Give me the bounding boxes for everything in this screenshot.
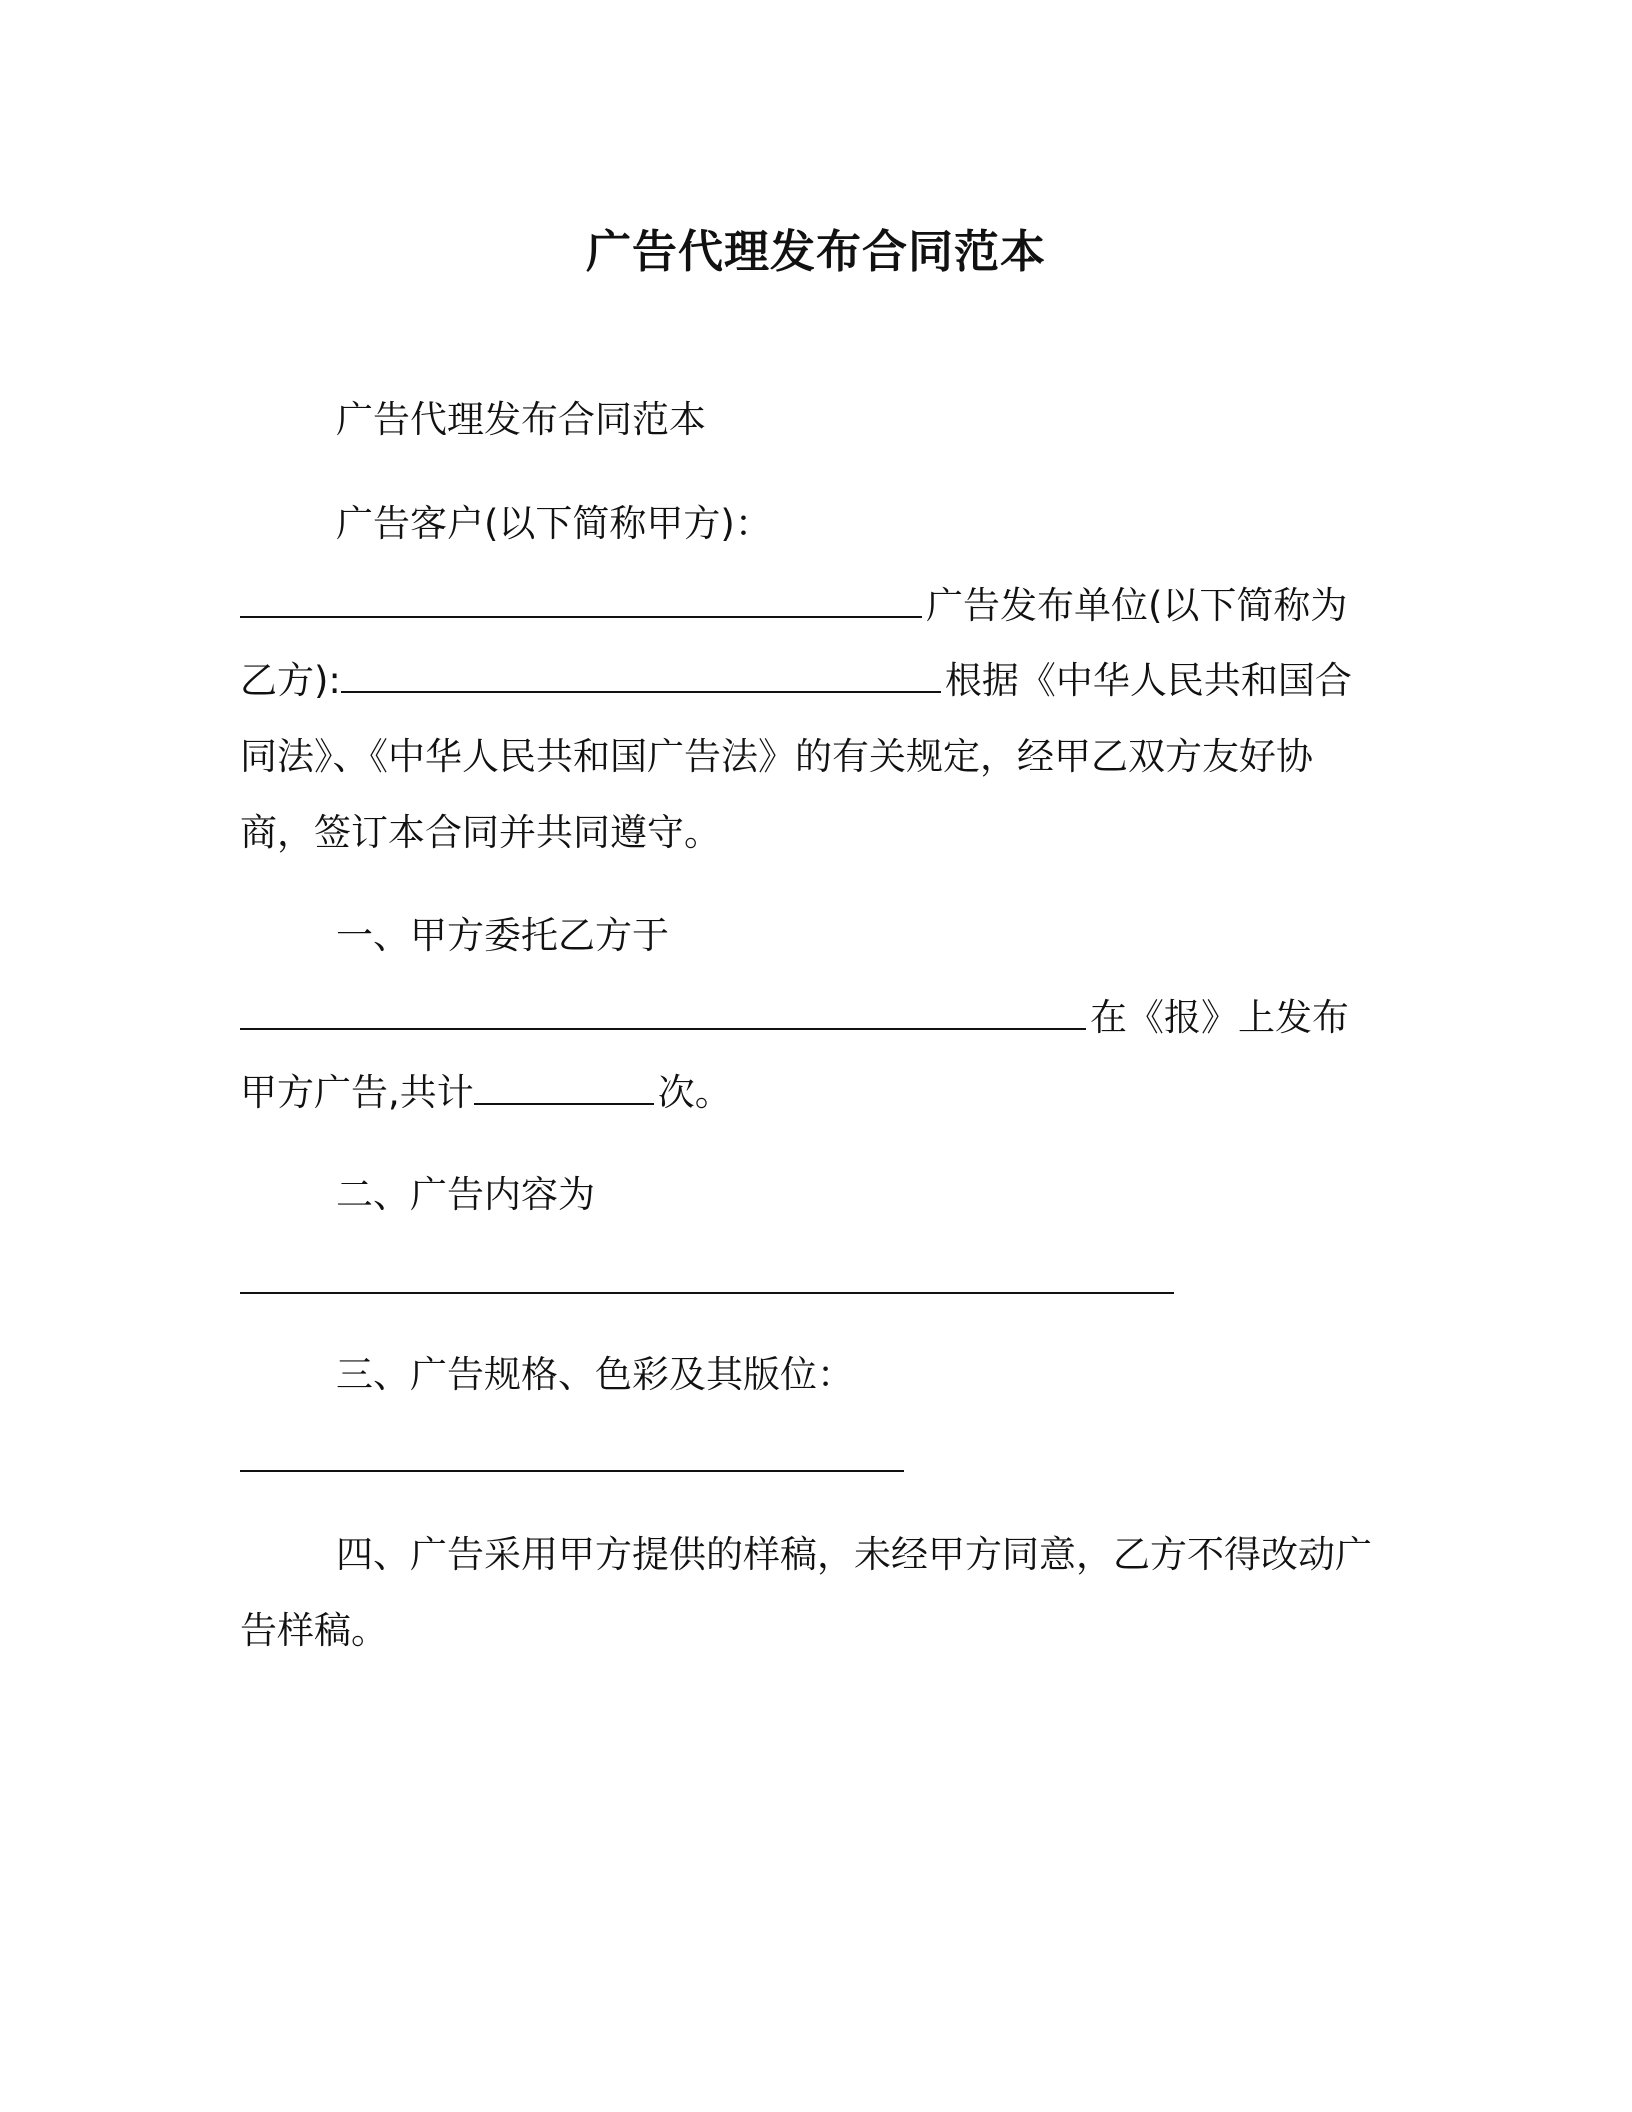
subtitle-line bbox=[240, 382, 706, 458]
party-b-line bbox=[240, 568, 1347, 644]
clause-1-newspaper: 在《报》上发布 bbox=[1090, 996, 1349, 1039]
party-b-label: 乙方): bbox=[240, 659, 341, 702]
clause-4-text: 四、广告采用甲方提供的样稿，未经甲方同意，乙方不得改动广 bbox=[336, 1533, 1372, 1576]
clause-3-heading bbox=[240, 1337, 854, 1413]
publish-count-blank[interactable] bbox=[474, 1073, 654, 1105]
agreement-text: 商，签订本合同并共同遵守。 bbox=[240, 811, 721, 854]
party-b-intro: 广告发布单位(以下简称为 bbox=[926, 584, 1348, 627]
document-title: 广告代理发布合同范本 bbox=[585, 225, 1046, 278]
legal-basis-line bbox=[240, 719, 1313, 795]
party-b-blank[interactable] bbox=[341, 661, 941, 693]
clause-1-text: 一、甲方委托乙方于 bbox=[336, 914, 669, 957]
agreement-line bbox=[240, 795, 721, 871]
ad-spec-blank[interactable] bbox=[240, 1440, 904, 1472]
clause-2-text: 二、广告内容为 bbox=[336, 1173, 595, 1216]
publish-date-blank[interactable] bbox=[240, 998, 1086, 1030]
clause-1-line-2 bbox=[240, 980, 1349, 1056]
clause-2-blank-line bbox=[240, 1244, 1178, 1320]
party-a-line bbox=[240, 486, 772, 562]
clause-1-count-label: 甲方广告,共计 bbox=[240, 1071, 474, 1114]
party-b-name-line bbox=[240, 643, 1352, 719]
clause-4-line-2 bbox=[240, 1593, 388, 1669]
clause-1-count-unit: 次。 bbox=[657, 1071, 732, 1114]
party-a-blank[interactable] bbox=[240, 586, 922, 618]
clause-1-line-3 bbox=[240, 1055, 732, 1131]
subtitle: 广告代理发布合同范本 bbox=[336, 398, 706, 441]
ad-content-blank[interactable] bbox=[240, 1262, 1174, 1294]
clause-1-heading bbox=[240, 898, 669, 974]
clause-2-heading bbox=[240, 1157, 595, 1233]
clause-3-blank-line bbox=[240, 1422, 908, 1498]
legal-basis-start: 根据《中华人民共和国合 bbox=[944, 659, 1352, 702]
clause-3-text: 三、广告规格、色彩及其版位： bbox=[336, 1353, 854, 1396]
legal-basis-text: 同法》、《中华人民共和国广告法》的有关规定，经甲乙双方友好协 bbox=[240, 735, 1313, 778]
clause-4-text-end: 告样稿。 bbox=[240, 1609, 388, 1652]
party-a-label: 广告客户(以下简称甲方)： bbox=[336, 502, 772, 545]
clause-4-line-1 bbox=[240, 1517, 1372, 1593]
